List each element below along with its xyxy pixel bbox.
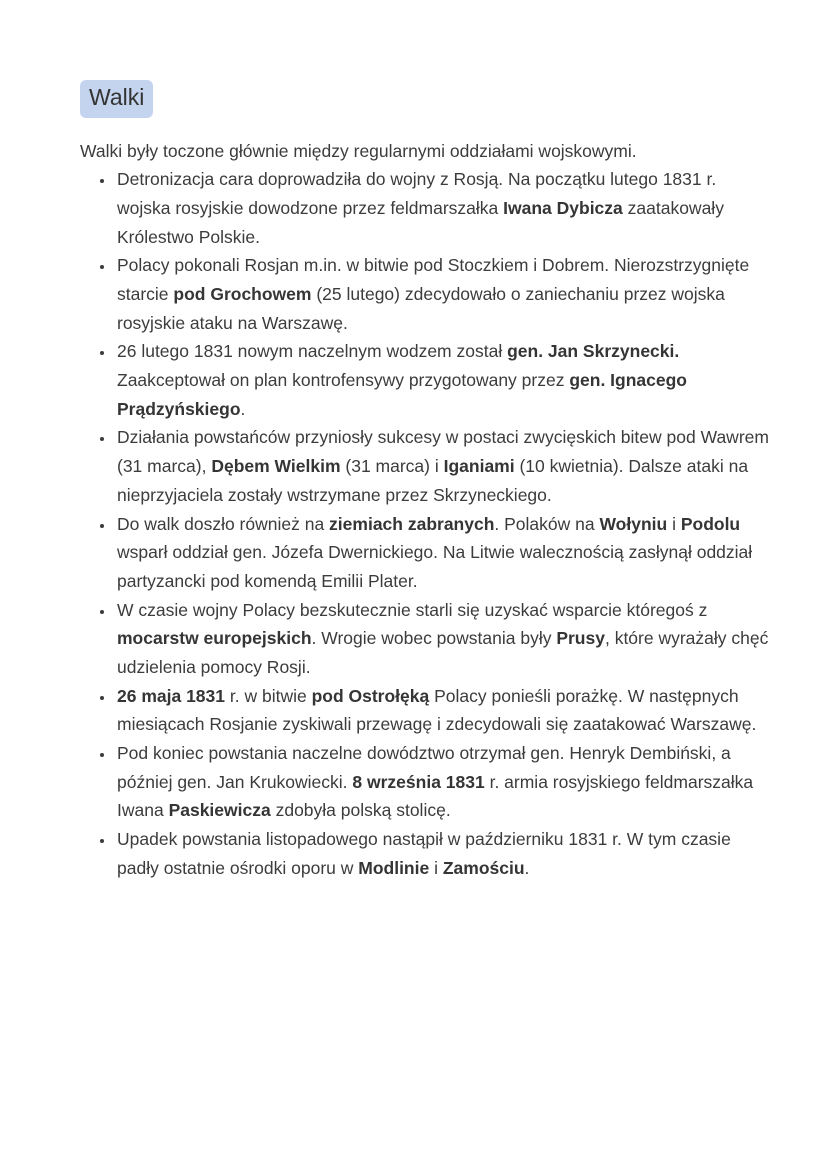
bold-text-segment: pod Ostrołęką xyxy=(311,685,430,706)
text-segment: Zaakceptował on plan kontrofensywy przygotowany przez xyxy=(117,370,570,391)
text-segment: (25 lutego) zdecydowało o zaniechaniu przez wojska rosyjskie ataku na Warszawę. xyxy=(117,284,725,333)
text-segment: i xyxy=(667,513,681,534)
section-heading: Walki xyxy=(80,80,153,118)
text-segment: . xyxy=(524,857,530,878)
list-item xyxy=(115,423,770,509)
text-segment: , które wyrażały chęć udzielenia pomocy Rosji. xyxy=(117,628,769,677)
list-item xyxy=(115,165,770,251)
text-segment: W czasie wojny Polacy bezskutecznie starli się uzyskać wsparcie któregoś z xyxy=(117,599,708,620)
list-item xyxy=(115,337,770,423)
heading-row xyxy=(80,80,770,137)
text-segment: (10 kwietnia). Dalsze ataki na nieprzyjaciela zostały wstrzymane przez Skrzyneckiego. xyxy=(117,456,749,505)
bold-text-segment: Modlinie xyxy=(358,857,430,878)
text-segment: Pod koniec powstania naczelne dowództwo otrzymał gen. Henryk Dembiński, a później gen. Jan Krukowiecki. xyxy=(117,743,731,792)
bold-text-segment: Iganiami xyxy=(443,456,515,477)
text-segment: . xyxy=(240,398,246,419)
bold-text-segment: Paskiewicza xyxy=(168,800,271,821)
bold-text-segment: gen. Jan Skrzynecki. xyxy=(507,341,680,362)
text-segment: Do walk doszło również na xyxy=(117,513,330,534)
list-item xyxy=(115,739,770,825)
list-item xyxy=(115,596,770,682)
text-segment: zdobyła polską stolicę. xyxy=(270,800,451,821)
text-segment: (31 marca) i xyxy=(340,456,444,477)
text-segment: 26 lutego 1831 nowym naczelnym wodzem został xyxy=(117,341,508,362)
text-segment: . Polaków na xyxy=(494,513,600,534)
text-segment: wsparł oddział gen. Józefa Dwernickiego. Na Litwie walecznością zasłynął oddział partyzancki pod komendą Emilii Plater. xyxy=(117,542,753,591)
bold-text-segment: 8 września 1831 xyxy=(352,771,485,792)
text-segment: r. w bitwie xyxy=(225,685,312,706)
text-segment: i xyxy=(429,857,443,878)
list-item xyxy=(115,825,770,882)
bold-text-segment: Wołyniu xyxy=(599,513,668,534)
text-segment: r. armia rosyjskiego feldmarszałka Iwana xyxy=(117,771,754,821)
bold-text-segment: ziemiach zabranych xyxy=(329,513,495,534)
bold-text-segment: 26 maja 1831 xyxy=(117,685,226,706)
text-segment: Działania powstańców przyniosły sukcesy w postaci zwycięskich bitew pod Wawrem (31 marca), xyxy=(117,427,769,477)
bullet-list xyxy=(80,165,770,882)
text-segment: . Wrogie wobec powstania były xyxy=(311,628,557,649)
bold-text-segment: gen. Ignacego Prądzyńskiego xyxy=(117,370,687,419)
text-segment: zaatakowały Królestwo Polskie. xyxy=(117,197,724,247)
bold-text-segment: Podolu xyxy=(680,513,741,534)
intro-paragraph: Walki były toczone głównie między regularnymi oddziałami wojskowymi. xyxy=(80,140,637,161)
bold-text-segment: Iwana Dybicza xyxy=(503,197,623,218)
bold-text-segment: Prusy xyxy=(556,628,605,649)
bold-text-segment: Dębem Wielkim xyxy=(211,456,341,477)
bold-text-segment: pod Grochowem xyxy=(173,284,312,305)
list-item xyxy=(115,510,770,596)
list-item xyxy=(115,682,770,739)
bold-text-segment: Zamościu xyxy=(442,857,525,878)
list-item xyxy=(115,251,770,337)
text-segment: Polacy ponieśli porażkę. W następnych miesiącach Rosjanie zyskiwali przewagę i zdecydowali się zaatakować Warszawę. xyxy=(117,685,757,735)
text-segment: Polacy pokonali Rosjan m.in. w bitwie pod Stoczkiem i Dobrem. Nierozstrzygnięte starcie xyxy=(117,255,750,305)
bold-text-segment: mocarstw europejskich xyxy=(117,628,312,649)
text-segment: Upadek powstania listopadowego nastąpił w październiku 1831 r. W tym czasie padły ostatnie ośrodki oporu w xyxy=(117,829,731,878)
text-segment: Detronizacja cara doprowadziła do wojny z Rosją. Na początku lutego 1831 r. wojska rosyjskie dowodzone przez feldmarszałka xyxy=(117,169,717,218)
